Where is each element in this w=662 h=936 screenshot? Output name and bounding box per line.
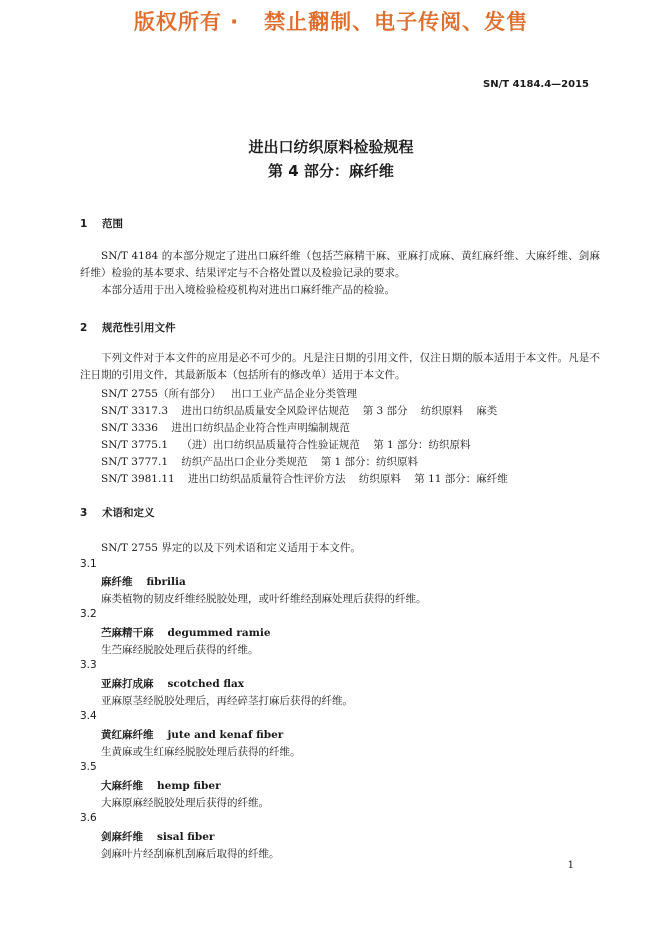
- term-en: scotched flax: [167, 678, 245, 690]
- reference-item: SN/T 3777.1 纺织产品出口企业分类规范 第 1 部分：纺织原料: [101, 456, 419, 468]
- reference-item: SN/T 3336 进出口纺织品企业符合性声明编制规范: [101, 422, 350, 434]
- term-name: [101, 676, 244, 691]
- term-number: 3.3: [80, 659, 97, 671]
- term-definition: 麻类植物的韧皮纤维经脱胶处理，或叶纤维经刮麻处理后获得的纤维。: [101, 593, 427, 605]
- section-heading-terms: [80, 505, 155, 520]
- term-number: 3.2: [80, 608, 97, 620]
- term-en: degummed ramie: [167, 627, 271, 639]
- section-number: 3: [80, 507, 88, 519]
- term-en: jute and kenaf fiber: [167, 729, 284, 741]
- term-definition: 生苎麻经脱胶处理后获得的纤维。: [101, 644, 259, 656]
- section-title: 术语和定义: [102, 507, 155, 519]
- term-definition: 生黄麻或生红麻经脱胶处理后获得的纤维。: [101, 746, 301, 758]
- term-zh: 苎麻精干麻: [101, 627, 154, 639]
- term-definition: 大麻原麻经脱胶处理后获得的纤维。: [101, 797, 269, 809]
- watermark-banner: 版权所有 · 禁止翻制、电子传阅、发售: [133, 10, 529, 34]
- term-zh: 黄红麻纤维: [101, 729, 154, 741]
- reference-item: SN/T 2755（所有部分） 出口工业产品企业分类管理: [101, 388, 357, 400]
- reference-item: SN/T 3317.3 进出口纺织品质量安全风险评估规范 第 3 部分 纺织原料 麻类: [101, 405, 498, 417]
- term-name: [101, 574, 186, 589]
- scope-paragraph-1: SN/T 4184 的本部分规定了进出口麻纤维（包括苎麻精干麻、亚麻打成麻、黄红麻纤维、大麻纤维、剑麻纤维）检验的基本要求、结果评定与不合格处置以及检验记录的要求。: [80, 250, 600, 279]
- term-zh: 亚麻打成麻: [101, 678, 154, 690]
- page-number: 1: [567, 860, 574, 871]
- term-name: [101, 727, 283, 742]
- term-zh: 大麻纤维: [101, 780, 143, 792]
- document-subtitle: 第 4 部分：麻纤维: [268, 162, 394, 180]
- term-definition: 亚麻原茎经脱胶处理后，再经碎茎打麻后获得的纤维。: [101, 695, 353, 707]
- term-en: fibrilia: [146, 576, 186, 588]
- term-name: [101, 829, 214, 844]
- term-definition: 剑麻叶片经刮麻机刮麻后取得的纤维。: [101, 848, 280, 860]
- terms-intro: SN/T 2755 界定的以及下列术语和定义适用于本文件。: [101, 542, 361, 554]
- term-number: 3.4: [80, 710, 97, 722]
- term-number: 3.1: [80, 558, 97, 570]
- references-intro: 下列文件对于本文件的应用是必不可少的。凡是注日期的引用文件，仅注日期的版本适用于本文件。凡是不注日期的引用文件，其最新版本（包括所有的修改单）适用于本文件。: [80, 352, 600, 381]
- term-number: 3.5: [80, 761, 97, 773]
- reference-item: SN/T 3775.1 （进）出口纺织品质量符合性验证规范 第 1 部分：纺织原料: [101, 439, 471, 451]
- reference-item: SN/T 3981.11 进出口纺织品质量符合性评价方法 纺织原料 第 11 部分：麻纤维: [101, 473, 508, 485]
- section-heading-references: [80, 320, 176, 335]
- term-en: hemp fiber: [157, 780, 221, 792]
- section-title: 规范性引用文件: [102, 322, 176, 334]
- term-zh: 剑麻纤维: [101, 831, 143, 843]
- standard-code: SN/T 4184.4—2015: [483, 79, 589, 90]
- scope-paragraph-2: 本部分适用于出入境检验检疫机构对进出口麻纤维产品的检验。: [101, 284, 395, 296]
- section-heading-scope: [80, 216, 123, 231]
- term-zh: 麻纤维: [101, 576, 133, 588]
- document-title: 进出口纺织原料检验规程: [248, 138, 414, 156]
- section-number: 2: [80, 322, 88, 334]
- term-name: [101, 778, 221, 793]
- section-number: 1: [80, 218, 88, 230]
- term-en: sisal fiber: [157, 831, 215, 843]
- term-number: 3.6: [80, 812, 97, 824]
- term-name: [101, 625, 271, 640]
- section-title: 范围: [102, 218, 123, 230]
